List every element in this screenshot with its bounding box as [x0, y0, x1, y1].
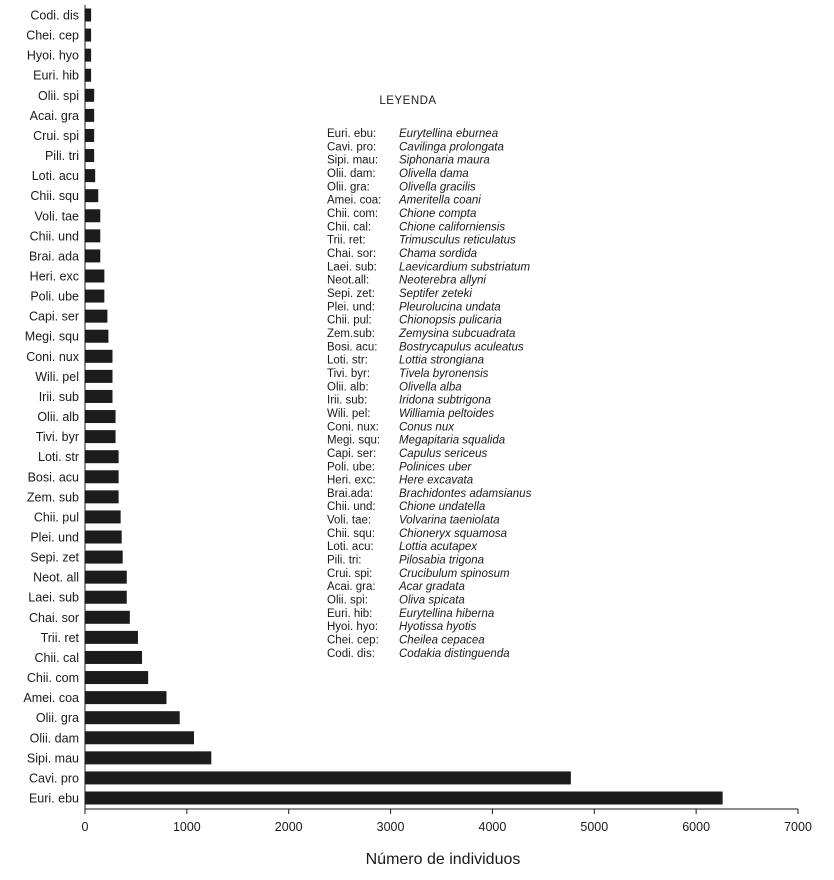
category-label: Neot. all — [33, 570, 79, 585]
bar-hyoi-hyo — [85, 49, 91, 62]
category-label: Laei. sub — [28, 590, 79, 605]
category-label: Brai. ada — [28, 249, 79, 264]
legend-abbreviation: Neot.all: — [327, 274, 370, 287]
legend-species-name: Laevicardium substriatum — [399, 261, 531, 274]
bar-cavi-pro — [85, 771, 571, 784]
x-tick-label: 4000 — [478, 820, 507, 834]
bar-brai-ada — [85, 249, 100, 262]
legend-abbreviation: Euri. ebu: — [327, 128, 377, 140]
legend-abbreviation: Loti. acu: — [327, 541, 374, 554]
legend-species-name: Olivella dama — [399, 167, 469, 180]
legend-species-name: Polinices uber — [399, 461, 472, 474]
x-tick-label: 3000 — [376, 820, 405, 834]
legend-species-name: Brachidontes adamsianus — [399, 487, 532, 500]
legend-abbreviation: Euri. hib: — [327, 607, 373, 620]
category-label: Codi. dis — [30, 8, 79, 23]
category-label: Sipi. mau — [26, 751, 79, 766]
bar-acai-gra — [85, 109, 94, 122]
bar-olii-dam — [85, 731, 194, 744]
bar-sipi-mau — [85, 751, 211, 764]
bar-chei-cep — [85, 29, 91, 42]
legend-abbreviation: Chii. cal: — [327, 221, 372, 234]
legend-title: LEYENDA — [379, 95, 437, 107]
legend-species-name: Ameritella coani — [399, 194, 481, 207]
legend-abbreviation: Codi. dis: — [327, 647, 375, 660]
bar-codi-dis — [85, 9, 91, 22]
legend-abbreviation: Olii. alb: — [327, 381, 369, 394]
bar-euri-ebu — [85, 792, 723, 805]
category-label: Megi. squ — [24, 329, 79, 344]
legend-species-name: Pleurolucina undata — [399, 301, 501, 314]
legend-species-name: Volvarina taeniolata — [399, 514, 500, 527]
legend-abbreviation: Coni. nux: — [327, 421, 379, 434]
category-label: Olii. spi — [38, 88, 79, 103]
legend-abbreviation: Bosi. acu: — [327, 341, 378, 354]
bar-coni-nux — [85, 350, 113, 363]
legend-species-name: Here excavata — [399, 474, 474, 487]
legend-abbreviation: Chii. com: — [327, 207, 379, 220]
legend-species-name: Bostrycapulus aculeatus — [399, 341, 524, 354]
legend-species-name: Lottia strongiana — [399, 354, 485, 367]
bar-plei-und — [85, 531, 122, 544]
bar-pili-tri — [85, 149, 94, 162]
x-tick-label: 7000 — [784, 820, 812, 834]
legend-species-name: Megapitaria squalida — [399, 434, 506, 447]
category-label: Pili. tri — [44, 149, 79, 164]
legend-abbreviation: Pili. tri: — [327, 554, 362, 567]
legend-abbreviation: Sepi. zet: — [327, 287, 375, 300]
legend-species-name: Williamia peltoides — [399, 407, 495, 420]
category-label: Olii. alb — [37, 410, 79, 425]
legend-species-name: Hyotissa hyotis — [399, 621, 477, 634]
bar-olii-spi — [85, 89, 94, 102]
category-label: Hyoi. hyo — [26, 48, 79, 63]
legend-abbreviation: Laei. sub: — [327, 261, 377, 274]
legend-species-name: Cheilea cepacea — [399, 634, 485, 647]
legend-abbreviation: Acai. gra: — [327, 581, 376, 594]
legend-species-name: Olivella gracilis — [399, 181, 476, 194]
bar-amei-coa — [85, 691, 166, 704]
category-label: Loti. acu — [31, 169, 79, 184]
legend-abbreviation: Amei. coa: — [327, 194, 382, 207]
bar-zem-sub — [85, 490, 119, 503]
legend-abbreviation: Megi. squ: — [327, 434, 381, 447]
bar-neot-all — [85, 571, 127, 584]
category-label: Coni. nux — [26, 349, 79, 364]
legend-species-name: Siphonaria maura — [399, 154, 490, 167]
legend-abbreviation: Chii. pul: — [327, 314, 372, 327]
legend-abbreviation: Voli. tae: — [327, 514, 372, 527]
category-label: Poli. ube — [30, 289, 79, 304]
legend-abbreviation: Cavi. pro: — [327, 141, 377, 154]
category-label: Voli. tae — [34, 209, 79, 224]
legend-species-name: Chione undatella — [399, 501, 486, 514]
legend-abbreviation: Olii. gra: — [327, 181, 370, 194]
bar-euri-hib — [85, 69, 91, 82]
legend-abbreviation: Irii. sub: — [327, 394, 368, 407]
legend-abbreviation: Chii. und: — [327, 501, 376, 514]
bar-heri-exc — [85, 270, 104, 283]
legend-abbreviation: Crui. spi: — [327, 567, 373, 580]
legend-species-name: Trimusculus reticulatus — [399, 234, 516, 247]
legend-abbreviation: Chii. squ: — [327, 527, 375, 540]
bar-olii-gra — [85, 711, 180, 724]
legend-abbreviation: Capi. ser: — [327, 447, 377, 460]
category-label: Crui. spi — [33, 128, 79, 143]
legend-abbreviation: Olii. spi: — [327, 594, 368, 607]
category-label: Euri. hib — [33, 68, 79, 83]
x-axis-title: Número de individuos — [365, 851, 521, 868]
bar-sepi-zet — [85, 551, 123, 564]
legend-abbreviation: Poli. ube: — [327, 461, 375, 474]
legend-species-name: Cavilinga prolongata — [399, 141, 504, 154]
legend-species-name: Capulus sericeus — [399, 447, 488, 460]
legend-species-name: Chione californiensis — [399, 221, 506, 234]
category-label: Loti. str — [38, 450, 79, 465]
category-label: Wili. pel — [35, 369, 79, 384]
legend-species-name: Crucibulum spinosum — [399, 567, 510, 580]
bar-laei-sub — [85, 591, 127, 604]
bar-tivi-byr — [85, 430, 116, 443]
bar-olii-alb — [85, 410, 116, 423]
legend-species-name: Neoterebra allyni — [399, 274, 486, 287]
legend-species-name: Zemysina subcuadrata — [399, 327, 516, 340]
bar-poli-ube — [85, 290, 104, 303]
category-label: Plei. und — [30, 530, 79, 545]
legend-species-name: Eurytellina eburnea — [399, 128, 499, 140]
category-label: Euri. ebu — [28, 791, 79, 806]
legend-species-name: Chama sordida — [399, 247, 477, 260]
legend-abbreviation: Trii. ret: — [327, 234, 366, 247]
category-label: Chai. sor — [28, 610, 79, 625]
bar-chii-squ — [85, 189, 98, 202]
legend-species-name: Conus nux — [399, 421, 454, 434]
bar-chii-cal — [85, 651, 142, 664]
legend-species-name: Pilosabia trigona — [399, 554, 485, 567]
legend-species-name: Oliva spicata — [399, 594, 465, 607]
legend-species-name: Chionopsis pulicaria — [399, 314, 502, 327]
category-label: Trii. ret — [40, 630, 79, 645]
bar-loti-str — [85, 450, 119, 463]
x-tick-label: 6000 — [682, 820, 711, 834]
bar-bosi-acu — [85, 470, 119, 483]
bar-loti-acu — [85, 169, 95, 182]
bar-chii-und — [85, 229, 100, 242]
legend-abbreviation: Wili. pel: — [327, 407, 371, 420]
legend-abbreviation: Olii. dam: — [327, 167, 376, 180]
x-tick-labels — [82, 820, 812, 834]
legend-species-name: Chioneryx squamosa — [399, 527, 508, 540]
legend-species-name: Eurytellina hiberna — [399, 607, 495, 620]
legend-abbreviation: Zem.sub: — [327, 327, 375, 340]
category-label: Olii. dam — [29, 731, 79, 746]
x-tick-label: 5000 — [580, 820, 609, 834]
category-label: Zem. sub — [26, 490, 79, 505]
category-label: Sepi. zet — [30, 550, 79, 565]
legend-species-name: Septifer zeteki — [399, 287, 472, 300]
legend-abbreviation: Tivi. byr: — [327, 367, 371, 380]
category-label: Chii. com — [26, 671, 79, 686]
bar-irii-sub — [85, 390, 113, 403]
legend-species-name: Lottia acutapex — [399, 541, 478, 554]
category-label: Irii. sub — [38, 389, 79, 404]
legend-abbreviation: Plei. und: — [327, 301, 375, 314]
legend-abbreviation: Hyoi. hyo: — [327, 621, 379, 634]
category-label: Amei. coa — [23, 691, 79, 706]
legend-abbreviation: Brai.ada: — [327, 487, 374, 500]
category-label: Acai. gra — [29, 108, 79, 123]
category-label: Chii. cal — [34, 650, 79, 665]
bar-chii-com — [85, 671, 148, 684]
legend-species-name: Tivela byronensis — [399, 367, 489, 380]
bar-capi-ser — [85, 310, 107, 323]
legend-abbreviation: Sipi. mau: — [327, 154, 379, 167]
legend-species-name: Olivella alba — [399, 381, 462, 394]
category-label: Chii. und — [29, 229, 79, 244]
bar-wili-pel — [85, 370, 113, 383]
category-label: Chei. cep — [26, 28, 79, 43]
legend-species-name: Chione compta — [399, 207, 477, 220]
category-label: Bosi. acu — [27, 470, 79, 485]
legend-species-name: Iridona subtrigona — [399, 394, 492, 407]
bar-trii-ret — [85, 631, 138, 644]
category-label: Tivi. byr — [35, 430, 79, 445]
bar-voli-tae — [85, 209, 100, 222]
legend-abbreviation: Chei. cep: — [327, 634, 379, 647]
bar-chai-sor — [85, 611, 130, 624]
legend-species-name: Codakia distinguenda — [399, 647, 510, 660]
x-tick-label: 2000 — [274, 820, 303, 834]
category-label: Chii. squ — [30, 189, 79, 204]
bar-megi-squ — [85, 330, 108, 343]
category-label: Olii. gra — [35, 711, 79, 726]
legend-species-name: Acar gradata — [399, 581, 465, 594]
bar-crui-spi — [85, 129, 94, 142]
x-tick-label: 1000 — [172, 820, 201, 834]
legend-abbreviation: Loti. str: — [327, 354, 368, 367]
category-label: Cavi. pro — [28, 771, 79, 786]
category-label: Heri. exc — [29, 269, 79, 284]
category-label: Chii. pul — [33, 510, 79, 525]
x-tick-label: 0 — [81, 820, 89, 834]
category-label: Capi. ser — [28, 309, 79, 324]
category-labels — [23, 9, 79, 806]
bar-chii-pul — [85, 510, 121, 523]
legend-abbreviation: Heri. exc: — [327, 474, 376, 487]
legend-abbreviation: Chai. sor: — [327, 247, 377, 260]
legend — [327, 95, 532, 660]
